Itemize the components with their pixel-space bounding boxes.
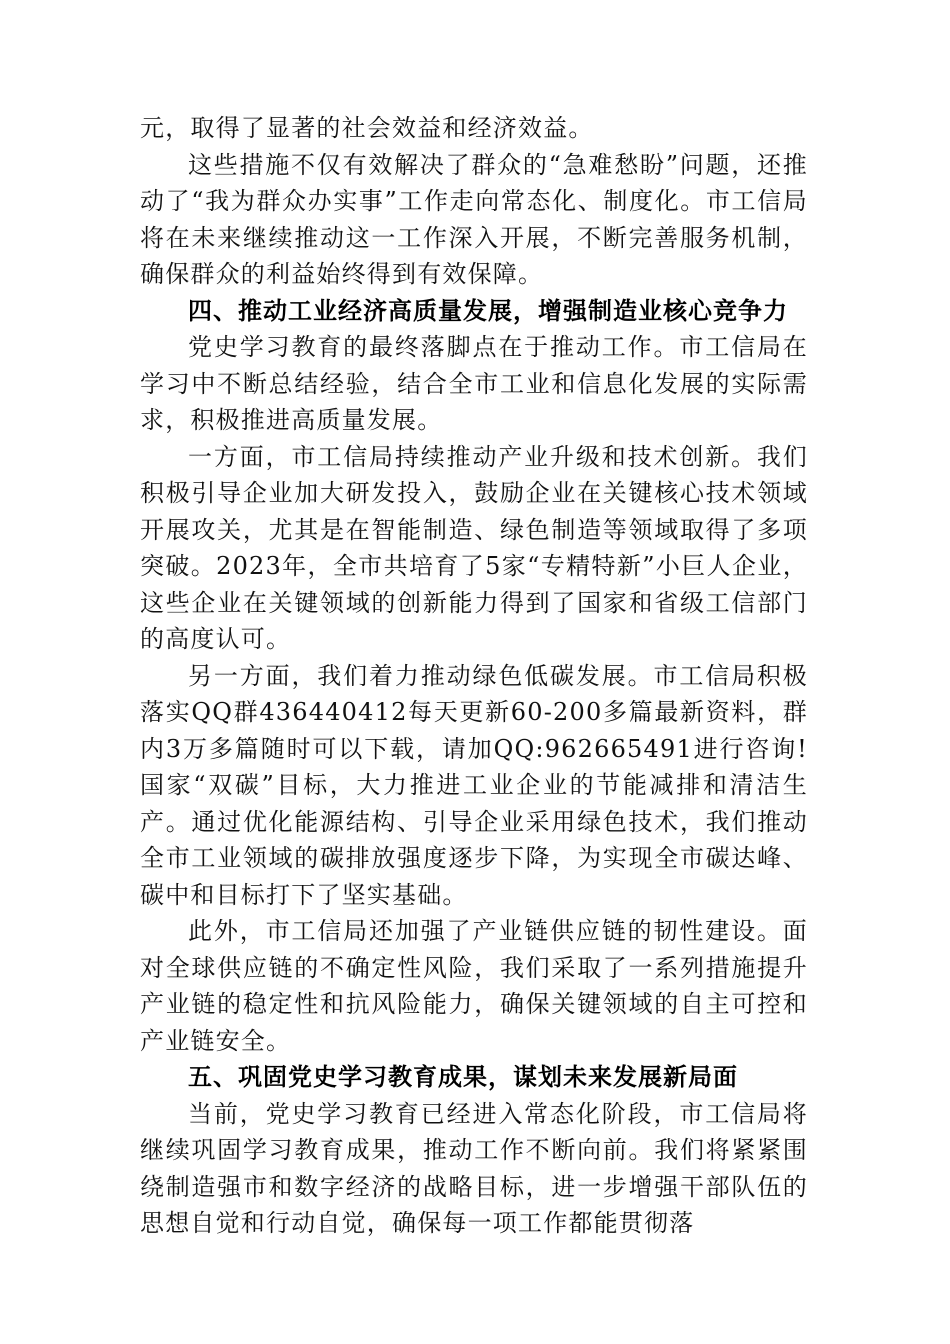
paragraph-measures-effect: 这些措施不仅有效解决了群众的“急难愁盼”问题，还推动了“我为群众办实事”工作走向常态化、制度化。市工信局将在未来继续推动这一工作深入开展，不断完善服务机制，确保群众的利益始终得到有效保障。 (140, 150, 808, 288)
paragraph-future-outlook: 当前，党史学习教育已经进入常态化阶段，市工信局将继续巩固学习教育成果，推动工作不断向前。我们将紧紧围绕制造强市和数字经济的战略目标，进一步增强干部队伍的思想自觉和行动自觉，确保每一项工作都能贯彻落 (140, 1099, 808, 1237)
section-heading-4: 四、推动工业经济高质量发展，增强制造业核心竞争力 (188, 296, 788, 325)
paragraph-green-development: 另一方面，我们着力推动绿色低碳发展。市工信局积极落实QQ群436440412每天更新60-200多篇最新资料，群内3万多篇随时可以下载，请加QQ:962665491进行咨询!国家“双碳”目标，大力推进工业企业的节能减排和清洁生产。通过优化能源结构、引导企业采用绿色技术，我们推动全市工业领域的碳排放强度逐步下降，为实现全市碳达峰、碳中和目标打下了坚实基础。 (140, 661, 808, 909)
document-body (140, 110, 808, 1242)
section-heading-5: 五、巩固党史学习教育成果，谋划未来发展新局面 (188, 1063, 738, 1091)
paragraph-supply-chain: 此外，市工信局还加强了产业链供应链的韧性建设。面对全球供应链的不确定性风险，我们采取了一系列措施提升产业链的稳定性和抗风险能力，确保关键领域的自主可控和产业链安全。 (140, 917, 808, 1055)
paragraph-industry-upgrade: 一方面，市工信局持续推动产业升级和技术创新。我们积极引导企业加大研发投入，鼓励企业在关键核心技术领域开展攻关，尤其是在智能制造、绿色制造等领域取得了多项突破。2023年，全市共培育了5家“专精特新”小巨人企业，这些企业在关键领域的创新能力得到了国家和省级工信部门的高度认可。 (140, 442, 808, 653)
paragraph-education-goal: 党史学习教育的最终落脚点在于推动工作。市工信局在学习中不断总结经验，结合全市工业和信息化发展的实际需求，积极推进高质量发展。 (140, 333, 808, 434)
paragraph-continuation: 元，取得了显著的社会效益和经济效益。 (140, 114, 594, 142)
